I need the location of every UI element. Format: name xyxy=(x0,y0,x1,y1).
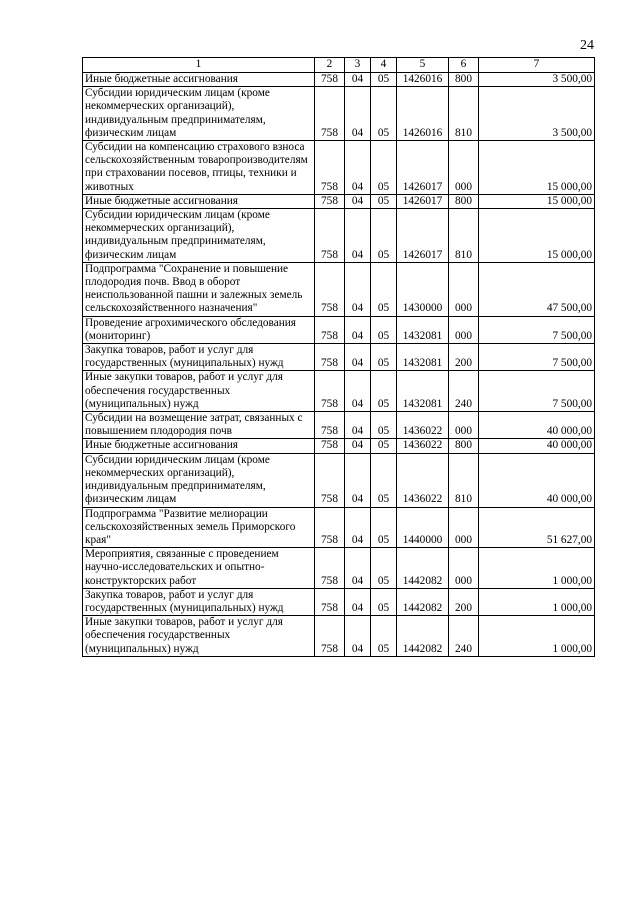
cell-department: 758 xyxy=(315,87,345,141)
header-row xyxy=(83,58,595,73)
cell-amount: 47 500,00 xyxy=(479,262,595,316)
cell-name: Иные бюджетные ассигнования xyxy=(83,73,315,87)
cell-amount: 15 000,00 xyxy=(479,141,595,195)
cell-subsection: 05 xyxy=(371,453,397,507)
cell-section: 04 xyxy=(345,73,371,87)
cell-name: Подпрограмма "Развитие мелиорации сельскохозяйственных земель Приморского края" xyxy=(83,507,315,548)
cell-expense-type: 000 xyxy=(449,262,479,316)
table-row xyxy=(83,316,595,343)
cell-target-article: 1426017 xyxy=(397,141,449,195)
cell-name: Иные бюджетные ассигнования xyxy=(83,194,315,208)
cell-department: 758 xyxy=(315,507,345,548)
cell-expense-type: 800 xyxy=(449,194,479,208)
cell-target-article: 1426016 xyxy=(397,73,449,87)
cell-department: 758 xyxy=(315,316,345,343)
cell-name: Субсидии на компенсацию страхового взноса сельскохозяйственным товаропроизводителям при страховании посевов, птицы, техники и животных xyxy=(83,141,315,195)
table-row xyxy=(83,588,595,615)
cell-target-article: 1436022 xyxy=(397,453,449,507)
cell-target-article: 1426017 xyxy=(397,194,449,208)
cell-expense-type: 000 xyxy=(449,141,479,195)
cell-amount: 7 500,00 xyxy=(479,371,595,412)
cell-section: 04 xyxy=(345,507,371,548)
cell-expense-type: 200 xyxy=(449,588,479,615)
cell-expense-type: 000 xyxy=(449,316,479,343)
table-row xyxy=(83,371,595,412)
cell-name: Иные закупки товаров, работ и услуг для обеспечения государственных (муниципальных) нужд xyxy=(83,616,315,657)
cell-target-article: 1432081 xyxy=(397,344,449,371)
cell-section: 04 xyxy=(345,371,371,412)
table-body xyxy=(83,73,595,657)
cell-name: Субсидии юридическим лицам (кроме некоммерческих организаций), индивидуальным предпринимателям, физическим лицам xyxy=(83,87,315,141)
cell-department: 758 xyxy=(315,344,345,371)
table-row xyxy=(83,412,595,439)
table-row xyxy=(83,194,595,208)
cell-section: 04 xyxy=(345,344,371,371)
column-header: 4 xyxy=(371,58,397,73)
table-row xyxy=(83,439,595,453)
column-header: 5 xyxy=(397,58,449,73)
cell-expense-type: 200 xyxy=(449,344,479,371)
cell-amount: 1 000,00 xyxy=(479,616,595,657)
cell-amount: 7 500,00 xyxy=(479,316,595,343)
table-row xyxy=(83,344,595,371)
cell-amount: 1 000,00 xyxy=(479,548,595,589)
cell-expense-type: 000 xyxy=(449,548,479,589)
cell-department: 758 xyxy=(315,588,345,615)
table-row xyxy=(83,262,595,316)
cell-expense-type: 810 xyxy=(449,453,479,507)
cell-section: 04 xyxy=(345,588,371,615)
cell-subsection: 05 xyxy=(371,507,397,548)
cell-name: Субсидии на возмещение затрат, связанных с повышением плодородия почв xyxy=(83,412,315,439)
cell-amount: 3 500,00 xyxy=(479,87,595,141)
table-row xyxy=(83,548,595,589)
cell-section: 04 xyxy=(345,316,371,343)
cell-section: 04 xyxy=(345,439,371,453)
column-header: 2 xyxy=(315,58,345,73)
cell-expense-type: 800 xyxy=(449,439,479,453)
cell-section: 04 xyxy=(345,548,371,589)
cell-department: 758 xyxy=(315,141,345,195)
table-row xyxy=(83,87,595,141)
cell-amount: 1 000,00 xyxy=(479,588,595,615)
table-row xyxy=(83,453,595,507)
cell-name: Субсидии юридическим лицам (кроме некоммерческих организаций), индивидуальным предпринимателям, физическим лицам xyxy=(83,209,315,263)
cell-section: 04 xyxy=(345,412,371,439)
cell-subsection: 05 xyxy=(371,262,397,316)
cell-name: Субсидии юридическим лицам (кроме некоммерческих организаций), индивидуальным предпринимателям, физическим лицам xyxy=(83,453,315,507)
cell-subsection: 05 xyxy=(371,588,397,615)
table-row xyxy=(83,616,595,657)
cell-section: 04 xyxy=(345,87,371,141)
cell-name: Проведение агрохимического обследования (мониторинг) xyxy=(83,316,315,343)
cell-expense-type: 810 xyxy=(449,87,479,141)
cell-subsection: 05 xyxy=(371,616,397,657)
cell-name: Закупка товаров, работ и услуг для государственных (муниципальных) нужд xyxy=(83,344,315,371)
cell-target-article: 1430000 xyxy=(397,262,449,316)
cell-department: 758 xyxy=(315,262,345,316)
cell-expense-type: 240 xyxy=(449,371,479,412)
cell-section: 04 xyxy=(345,262,371,316)
budget-table xyxy=(82,57,595,657)
cell-target-article: 1442082 xyxy=(397,616,449,657)
page-number: 24 xyxy=(580,38,594,53)
cell-expense-type: 000 xyxy=(449,507,479,548)
cell-department: 758 xyxy=(315,548,345,589)
cell-department: 758 xyxy=(315,453,345,507)
cell-department: 758 xyxy=(315,73,345,87)
column-header: 3 xyxy=(345,58,371,73)
cell-name: Иные бюджетные ассигнования xyxy=(83,439,315,453)
cell-department: 758 xyxy=(315,209,345,263)
cell-section: 04 xyxy=(345,453,371,507)
cell-subsection: 05 xyxy=(371,141,397,195)
cell-section: 04 xyxy=(345,209,371,263)
cell-target-article: 1436022 xyxy=(397,412,449,439)
cell-subsection: 05 xyxy=(371,194,397,208)
cell-name: Подпрограмма "Сохранение и повышение плодородия почв. Ввод в оборот неиспользованной пашни и залежных земель сельскохозяйственного назначения" xyxy=(83,262,315,316)
cell-amount: 3 500,00 xyxy=(479,73,595,87)
cell-department: 758 xyxy=(315,412,345,439)
cell-section: 04 xyxy=(345,141,371,195)
cell-subsection: 05 xyxy=(371,316,397,343)
cell-target-article: 1440000 xyxy=(397,507,449,548)
cell-subsection: 05 xyxy=(371,412,397,439)
column-header: 6 xyxy=(449,58,479,73)
cell-name: Закупка товаров, работ и услуг для государственных (муниципальных) нужд xyxy=(83,588,315,615)
cell-amount: 7 500,00 xyxy=(479,344,595,371)
cell-amount: 51 627,00 xyxy=(479,507,595,548)
cell-subsection: 05 xyxy=(371,344,397,371)
cell-department: 758 xyxy=(315,371,345,412)
cell-subsection: 05 xyxy=(371,209,397,263)
cell-subsection: 05 xyxy=(371,439,397,453)
cell-amount: 15 000,00 xyxy=(479,209,595,263)
table-row xyxy=(83,507,595,548)
cell-subsection: 05 xyxy=(371,73,397,87)
cell-target-article: 1442082 xyxy=(397,548,449,589)
cell-expense-type: 000 xyxy=(449,412,479,439)
cell-expense-type: 800 xyxy=(449,73,479,87)
cell-amount: 15 000,00 xyxy=(479,194,595,208)
cell-department: 758 xyxy=(315,194,345,208)
column-header: 1 xyxy=(83,58,315,73)
cell-target-article: 1432081 xyxy=(397,316,449,343)
column-header: 7 xyxy=(479,58,595,73)
cell-target-article: 1426016 xyxy=(397,87,449,141)
cell-subsection: 05 xyxy=(371,548,397,589)
cell-section: 04 xyxy=(345,616,371,657)
cell-target-article: 1426017 xyxy=(397,209,449,263)
cell-subsection: 05 xyxy=(371,371,397,412)
table-row xyxy=(83,209,595,263)
cell-name: Иные закупки товаров, работ и услуг для обеспечения государственных (муниципальных) нужд xyxy=(83,371,315,412)
cell-subsection: 05 xyxy=(371,87,397,141)
cell-target-article: 1436022 xyxy=(397,439,449,453)
cell-section: 04 xyxy=(345,194,371,208)
table-row xyxy=(83,73,595,87)
cell-target-article: 1432081 xyxy=(397,371,449,412)
table-row xyxy=(83,141,595,195)
cell-amount: 40 000,00 xyxy=(479,412,595,439)
cell-amount: 40 000,00 xyxy=(479,439,595,453)
cell-expense-type: 810 xyxy=(449,209,479,263)
cell-amount: 40 000,00 xyxy=(479,453,595,507)
cell-name: Мероприятия, связанные с проведением научно-исследовательских и опытно-конструкторских работ xyxy=(83,548,315,589)
cell-expense-type: 240 xyxy=(449,616,479,657)
cell-department: 758 xyxy=(315,439,345,453)
cell-target-article: 1442082 xyxy=(397,588,449,615)
cell-department: 758 xyxy=(315,616,345,657)
